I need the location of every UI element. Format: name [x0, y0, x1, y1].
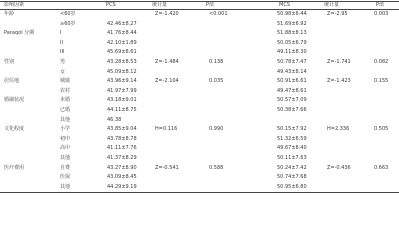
cell-mcs: 49.43±8.14: [277, 69, 307, 75]
cell-mcs-p: 0.663: [374, 165, 389, 171]
cell-pcs-p: <0.001: [209, 11, 228, 17]
cell-grade: 自费: [60, 165, 71, 171]
header-mcs-stat: 统计量: [324, 2, 340, 8]
cell-grade: 其他: [60, 117, 71, 123]
cell-pcs: 46.38: [107, 117, 122, 123]
cell-grade: 医保: [60, 174, 71, 180]
cell-grade: 其他: [60, 155, 71, 161]
cell-pcs: 43.27±8.90: [107, 165, 137, 171]
cell-pcs: 45.09±8.12: [107, 69, 137, 75]
cell-factor: 年龄: [4, 11, 15, 17]
cell-mcs: 50.91±6.61: [277, 78, 307, 84]
cell-grade: 其他: [60, 184, 71, 190]
cell-mcs: 50.15±7.92: [277, 126, 307, 132]
cell-pcs-p: 0.588: [209, 165, 224, 171]
cell-grade: 高中: [60, 145, 71, 151]
cell-mcs-p: 0.505: [374, 126, 389, 132]
cell-mcs-p: 0.155: [374, 78, 389, 84]
cell-mcs: 51.69±6.92: [277, 21, 307, 27]
cell-mcs: 50.24±7.42: [277, 165, 307, 171]
cell-pcs: 41.11±7.76: [107, 145, 137, 151]
cell-pcs: 43.78±8.78: [107, 136, 137, 142]
cell-grade: <60岁: [60, 11, 76, 17]
cell-mcs-stat: H=2.336: [327, 126, 350, 132]
cell-pcs-stat: Z=-2.104: [155, 78, 179, 84]
cell-pcs: 41.37±8.29: [107, 155, 137, 161]
cell-mcs: 49.11±8.30: [277, 49, 307, 55]
cell-pcs-stat: Z=-1.420: [155, 11, 179, 17]
cell-pcs-p: 0.138: [209, 59, 224, 65]
table-bottom-rule: [0, 192, 399, 193]
cell-factor: 居住地: [4, 78, 20, 84]
cell-mcs: 49.47±8.61: [277, 88, 307, 94]
cell-pcs: 43.96±9.14: [107, 78, 137, 84]
cell-mcs-stat: Z=-2.95: [327, 11, 348, 17]
cell-grade: I: [60, 30, 62, 36]
cell-grade: III: [60, 49, 65, 55]
cell-mcs: 50.95±6.80: [277, 184, 307, 190]
cell-mcs: 51.32±6.59: [277, 136, 307, 142]
cell-mcs: 50.78±7.47: [277, 59, 307, 65]
cell-pcs: 41.97±7.99: [107, 88, 137, 94]
cell-pcs: 44.11±8.75: [107, 107, 137, 113]
cell-mcs-stat: Z=-1.423: [327, 78, 351, 84]
cell-pcs: 43.18±9.01: [107, 97, 137, 103]
cell-pcs: 43.09±8.45: [107, 174, 137, 180]
table-header-rule: [0, 9, 399, 10]
header-mcs-p: P值: [376, 2, 385, 8]
cell-factor: 婚姻状况: [4, 97, 25, 103]
cell-mcs-p: 0.082: [374, 59, 389, 65]
cell-mcs: 50.98±6.44: [277, 11, 307, 17]
header-mcs: MCS: [279, 2, 290, 8]
cell-grade: 城镇: [60, 78, 71, 84]
cell-pcs-stat: Z=-1.484: [155, 59, 179, 65]
cell-pcs: 44.29±9.19: [107, 184, 137, 190]
cell-pcs-stat: Z=-0.541: [155, 165, 179, 171]
header-factor: 影响因素: [4, 2, 25, 8]
cell-mcs: 51.88±8.13: [277, 30, 307, 36]
cell-mcs-stat: Z=-1.741: [327, 59, 351, 65]
cell-grade: ≥60岁: [60, 21, 76, 27]
cell-pcs-stat: H=0.116: [155, 126, 178, 132]
table-top-rule: [0, 1, 399, 2]
cell-pcs-p: 0.990: [209, 126, 224, 132]
cell-pcs: 43.85±9.04: [107, 126, 137, 132]
cell-mcs: 50.11±7.63: [277, 155, 307, 161]
cell-grade: 女: [60, 69, 66, 75]
cell-grade: 农村: [60, 88, 71, 94]
cell-grade: 未婚: [60, 97, 71, 103]
cell-mcs: 50.38±7.66: [277, 107, 307, 113]
cell-mcs: 49.67±8.40: [277, 145, 307, 151]
cell-pcs: 42.46±8.27: [107, 21, 137, 27]
header-pcs-p: P值: [206, 2, 215, 8]
cell-mcs: 50.05±6.79: [277, 40, 307, 46]
cell-pcs: 41.76±8.44: [107, 30, 137, 36]
cell-factor: 性别: [4, 59, 15, 65]
cell-factor: 医疗费用: [4, 165, 25, 171]
cell-grade: 初中: [60, 136, 71, 142]
cell-grade: 小学: [60, 126, 71, 132]
cell-grade: 已婚: [60, 107, 71, 113]
cell-factor: Paraqol 分期: [4, 30, 35, 36]
cell-grade: 男: [60, 59, 66, 65]
cell-pcs: 45.69±8.61: [107, 49, 137, 55]
header-pcs: PCS: [106, 2, 116, 8]
cell-pcs: 43.28±8.53: [107, 59, 137, 65]
cell-grade: II: [60, 40, 63, 46]
cell-pcs-p: 0.035: [209, 78, 224, 84]
cell-mcs: 50.74±7.68: [277, 174, 307, 180]
cell-pcs: 42.10±1.89: [107, 40, 137, 46]
header-pcs-stat: 统计量: [152, 2, 168, 8]
cell-mcs-stat: Z=-0.436: [327, 165, 351, 171]
cell-factor: 文化程度: [4, 126, 25, 132]
cell-mcs: 50.57±7.09: [277, 97, 307, 103]
cell-mcs-p: 0.003: [374, 11, 389, 17]
